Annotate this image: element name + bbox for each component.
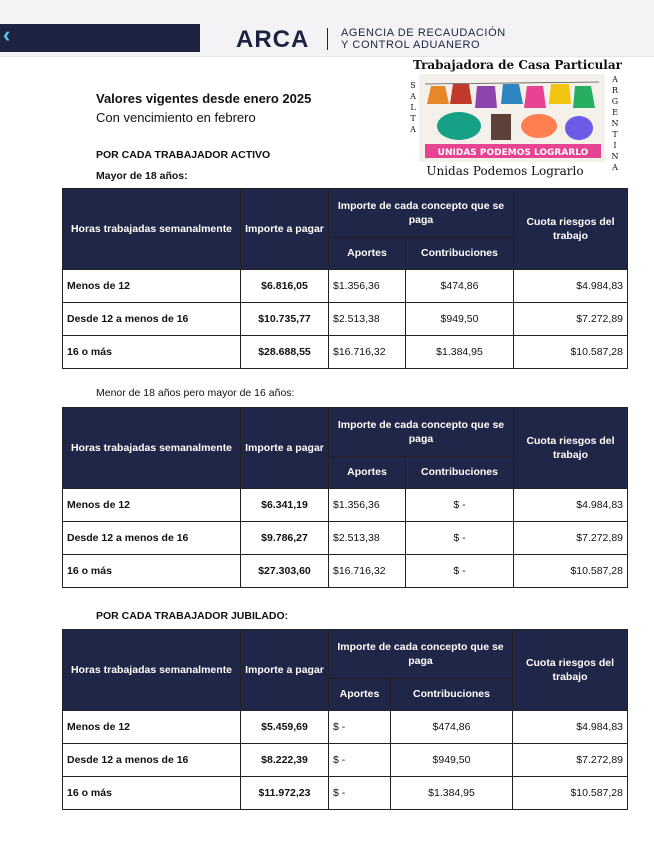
arca-logo-text: ARCA [236,26,310,53]
header-aportes: Aportes [329,678,391,710]
apron-icon-6 [549,84,571,104]
section-retired-heading: POR CADA TRABAJADOR JUBILADO: [96,610,289,622]
cell-contribuciones: $ - [406,555,514,588]
table-active-major [62,188,628,369]
apron-icon-2 [450,84,472,104]
cell-cuota: $10.587,28 [513,777,628,810]
cell-cuota: $4.984,83 [513,711,628,744]
cell-cuota: $10.587,28 [514,555,628,588]
logo-letter: I [613,141,617,150]
cell-hours: Menos de 12 [63,711,241,744]
logo-letter: N [611,152,619,161]
cell-import: $28.688,55 [241,336,329,369]
iron-icon [565,116,593,140]
logo-letter: G [611,97,619,106]
broom-icon [491,114,511,140]
logo-letter: S [410,81,416,90]
table-row [63,555,628,588]
label-major-18: Mayor de 18 años: [96,170,188,182]
logo-banner-text: UNIDAS PODEMOS LOGRARLO [437,148,589,158]
header-contribuciones: Contribuciones [406,237,514,269]
cell-cuota: $7.272,89 [514,522,628,555]
cell-cuota: $4.984,83 [514,489,628,522]
header-cuota: Cuota riesgos del trabajo [514,408,628,489]
logo-letter: E [612,108,618,117]
top-header-bar [0,0,654,56]
table-row [63,744,628,777]
cell-import: $8.222,39 [241,744,329,777]
cell-aportes: $2.513,38 [329,522,406,555]
cell-hours: Desde 12 a menos de 16 [63,744,241,777]
cell-import: $6.816,05 [241,270,329,303]
header-import: Importe a pagar [241,189,329,270]
table-row [63,336,628,369]
logo-divider [327,28,328,50]
header-dark-stripe [0,24,200,52]
logo-letter: A [410,125,416,134]
header-cuota: Cuota riesgos del trabajo [514,189,628,270]
logo-footer: Unidas Podemos Lograrlo [426,164,584,178]
cell-aportes: $16.716,32 [329,555,406,588]
logo-right-letters [611,74,619,173]
logo-title: Trabajadora de Casa Particular [413,58,622,72]
cell-import: $6.341,19 [241,489,329,522]
bottle-icon [521,114,557,138]
cell-hours: Menos de 12 [63,270,241,303]
logo-left-letters [409,80,417,135]
logo-letter: A [410,92,416,101]
cell-aportes: $ - [329,777,391,810]
cell-aportes: $ - [329,744,391,777]
apron-icon-3 [475,86,497,108]
agency-line-2: Y CONTROL ADUANERO [341,39,481,51]
table-row [63,522,628,555]
header-import: Importe a pagar [241,630,329,711]
agency-name [341,27,506,51]
agency-line-1: AGENCIA DE RECAUDACIÓN [341,27,506,39]
cell-contribuciones: $474,86 [391,711,513,744]
cell-contribuciones: $ - [406,489,514,522]
header-contribuciones: Contribuciones [391,678,513,710]
logo-letter: N [611,119,619,128]
cell-import: $10.735,77 [241,303,329,336]
cell-contribuciones: $ - [406,522,514,555]
table-row [63,303,628,336]
bucket-icon [437,112,481,140]
logo-letter: R [611,86,619,95]
cell-aportes: $16.716,32 [329,336,406,369]
cell-import: $9.786,27 [241,522,329,555]
apron-icon-5 [524,86,546,108]
cell-import: $11.972,23 [241,777,329,810]
header-aportes: Aportes [329,237,406,269]
logo-letter: T [410,114,416,123]
section-active-heading: POR CADA TRABAJADOR ACTIVO [96,149,271,161]
header-contribuciones: Contribuciones [406,456,514,488]
header-concept: Importe de cada concepto que se paga [329,630,513,679]
document-subtitle: Con vencimiento en febrero [96,110,256,125]
header-concept: Importe de cada concepto que se paga [329,189,514,238]
cell-hours: 16 o más [63,555,241,588]
table-row [63,270,628,303]
label-minor-16-18: Menor de 18 años pero mayor de 16 años: [96,387,295,399]
header-hours: Horas trabajadas semanalmente [63,630,241,711]
cell-contribuciones: $949,50 [391,744,513,777]
table-row [63,489,628,522]
cell-cuota: $7.272,89 [513,744,628,777]
table-row [63,777,628,810]
cell-hours: Menos de 12 [63,489,241,522]
table-row [63,711,628,744]
logo-letter: T [612,130,618,139]
cell-contribuciones: $1.384,95 [406,336,514,369]
header-concept: Importe de cada concepto que se paga [329,408,514,457]
table-active-minor [62,407,628,588]
logo-letter: A [612,163,618,172]
group-logo [405,56,630,183]
cell-cuota: $7.272,89 [514,303,628,336]
header-cuota: Cuota riesgos del trabajo [513,630,628,711]
cell-cuota: $10.587,28 [514,336,628,369]
header-aportes: Aportes [329,456,406,488]
cell-hours: Desde 12 a menos de 16 [63,303,241,336]
header-import: Importe a pagar [241,408,329,489]
cell-hours: Desde 12 a menos de 16 [63,522,241,555]
header-hours: Horas trabajadas semanalmente [63,189,241,270]
cell-aportes: $2.513,38 [329,303,406,336]
cell-cuota: $4.984,83 [514,270,628,303]
document-title: Valores vigentes desde enero 2025 [96,91,312,106]
logo-letter: A [612,75,618,84]
logo-illustration [419,74,605,162]
cell-import: $5.459,69 [241,711,329,744]
cell-contribuciones: $1.384,95 [391,777,513,810]
cell-import: $27.303,60 [241,555,329,588]
logo-letter: L [410,103,416,112]
header-hours: Horas trabajadas semanalmente [63,408,241,489]
cell-aportes: $1.356,36 [329,489,406,522]
cell-aportes: $ - [329,711,391,744]
cell-aportes: $1.356,36 [329,270,406,303]
cell-contribuciones: $949,50 [406,303,514,336]
cell-hours: 16 o más [63,336,241,369]
chevron-left-icon: ‹ [3,22,11,47]
cell-hours: 16 o más [63,777,241,810]
table-retired [62,629,628,810]
cell-contribuciones: $474,86 [406,270,514,303]
